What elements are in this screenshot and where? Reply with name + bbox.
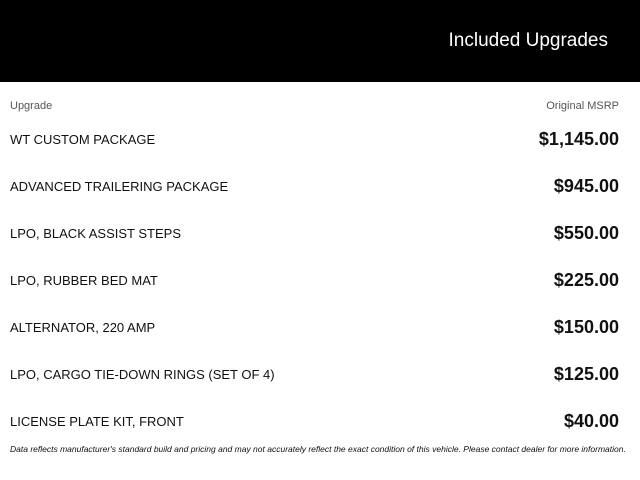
upgrade-price: $225.00 xyxy=(553,270,619,290)
disclaimer-text: Data reflects manufacturer's standard build and pricing and may not accurately reflect the exact condition of this vehicle. Please contact dealer for more information. xyxy=(10,444,626,454)
upgrade-price: $150.00 xyxy=(553,317,619,337)
upgrade-row xyxy=(10,358,619,405)
upgrade-row xyxy=(10,170,619,217)
upgrade-price: $1,145.00 xyxy=(538,129,619,149)
upgrade-row xyxy=(10,311,619,358)
header-bar xyxy=(0,0,640,82)
upgrade-price: $40.00 xyxy=(563,411,619,431)
upgrade-name: LPO, RUBBER BED MAT xyxy=(10,273,158,288)
upgrade-name: WT CUSTOM PACKAGE xyxy=(10,132,156,147)
upgrade-row xyxy=(10,123,619,170)
upgrade-price: $945.00 xyxy=(553,176,619,196)
upgrade-row xyxy=(10,264,619,311)
upgrade-name: ADVANCED TRAILERING PACKAGE xyxy=(10,179,229,194)
upgrade-name: LPO, CARGO TIE-DOWN RINGS (SET OF 4) xyxy=(10,367,275,382)
page-title: Included Upgrades xyxy=(448,30,608,51)
upgrade-name: LICENSE PLATE KIT, FRONT xyxy=(10,414,184,429)
upgrade-column-header: Upgrade xyxy=(10,100,53,112)
upgrade-price: $125.00 xyxy=(553,364,619,384)
upgrade-row xyxy=(10,217,619,264)
upgrades-list xyxy=(10,123,619,452)
upgrade-price: $550.00 xyxy=(553,223,619,243)
upgrade-name: LPO, BLACK ASSIST STEPS xyxy=(10,226,181,241)
upgrade-name: ALTERNATOR, 220 AMP xyxy=(10,320,156,335)
column-headers xyxy=(10,99,619,113)
msrp-column-header: Original MSRP xyxy=(546,100,619,112)
